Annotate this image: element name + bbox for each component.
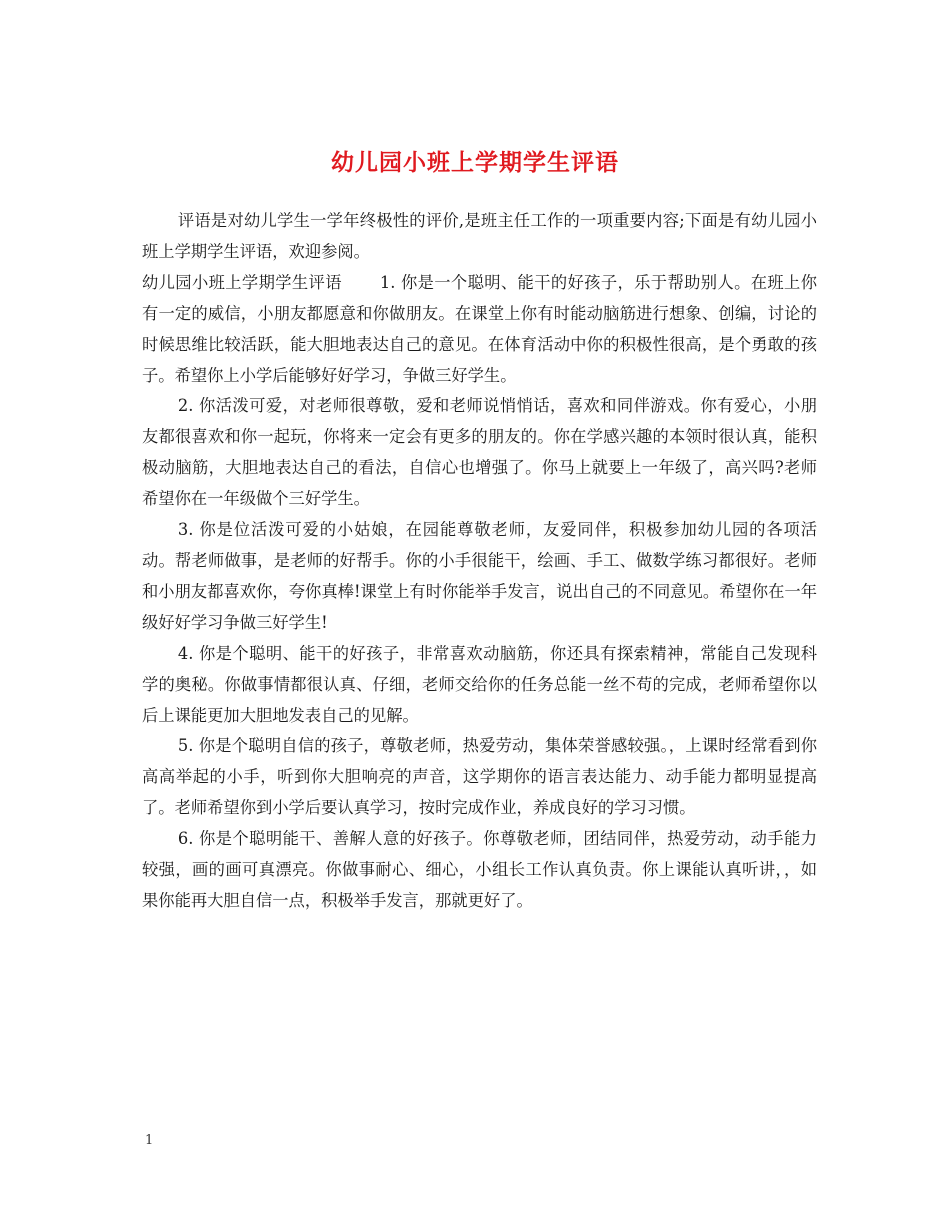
comment-item-1: 1. 你是一个聪明、能干的好孩子，乐于帮助别人。在班上你有一定的威信，小朋友都愿意和你做朋友。在课堂上你有时能动脑筋进行想象、创编，讨论的时候思维比较活跃，能大胆地表达自己的意见。在体育活动中你的积极性很高，是个勇敢的孩子。希望你上小学后能够好好学习，争做三好学生。 (142, 272, 817, 385)
page-title: 幼儿园小班上学期学生评语 (331, 149, 619, 177)
comment-item-4: 4. 你是个聪明、能干的好孩子，非常喜欢动脑筋，你还具有探索精神，常能自己发现科学的奥秘。你做事情都很认真、仔细，老师交给你的任务总能一丝不苟的完成，老师希望你以后上课能更加大胆地发表自己的见解。 (142, 643, 817, 725)
comment-item-2: 2. 你活泼可爱，对老师很尊敬，爱和老师说悄悄话，喜欢和同伴游戏。你有爱心，小朋友都很喜欢和你一起玩，你将来一定会有更多的朋友的。你在学感兴趣的本领时很认真，能积极动脑筋，大胆地表达自己的看法，自信心也增强了。你马上就要上一年级了，高兴吗?老师希望你在一年级做个三好学生。 (142, 396, 817, 509)
comment-item-3: 3. 你是位活泼可爱的小姑娘，在园能尊敬老师，友爱同伴，积极参加幼儿园的各项活动。帮老师做事，是老师的好帮手。你的小手很能干，绘画、手工、做数学练习都很好。老师和小朋友都喜欢你，夸你真棒!课堂上有时你能举手发言，说出自己的不同意见。希望你在一年级好好学习争做三好学生! (142, 520, 817, 632)
intro-paragraph: 评语是对幼儿学生一学年终极性的评价,是班主任工作的一项重要内容;下面是有幼儿园小班上学期学生评语，欢迎参阅。 (142, 211, 817, 261)
section-heading: 幼儿园小班上学期学生评语 (142, 272, 342, 292)
comment-item-6: 6. 你是个聪明能干、善解人意的好孩子。你尊敬老师，团结同伴，热爱劳动，动手能力较强，画的画可真漂亮。你做事耐心、细心，小组长工作认真负责。你上课能认真听讲，，如果你能再大胆自信一点，积极举手发言，那就更好了。 (142, 829, 817, 910)
page-number: 1 (145, 1133, 154, 1148)
section-paragraph (142, 268, 817, 392)
document-body (142, 206, 817, 917)
comment-item-5: 5. 你是个聪明自信的孩子，尊敬老师，热爱劳动，集体荣誉感较强。，上课时经常看到你高高举起的小手，听到你大胆响亮的声音，这学期你的语言表达能力、动手能力都明显提高了。老师希望你到小学后要认真学习，按时完成作业，养成良好的学习习惯。 (142, 736, 817, 818)
